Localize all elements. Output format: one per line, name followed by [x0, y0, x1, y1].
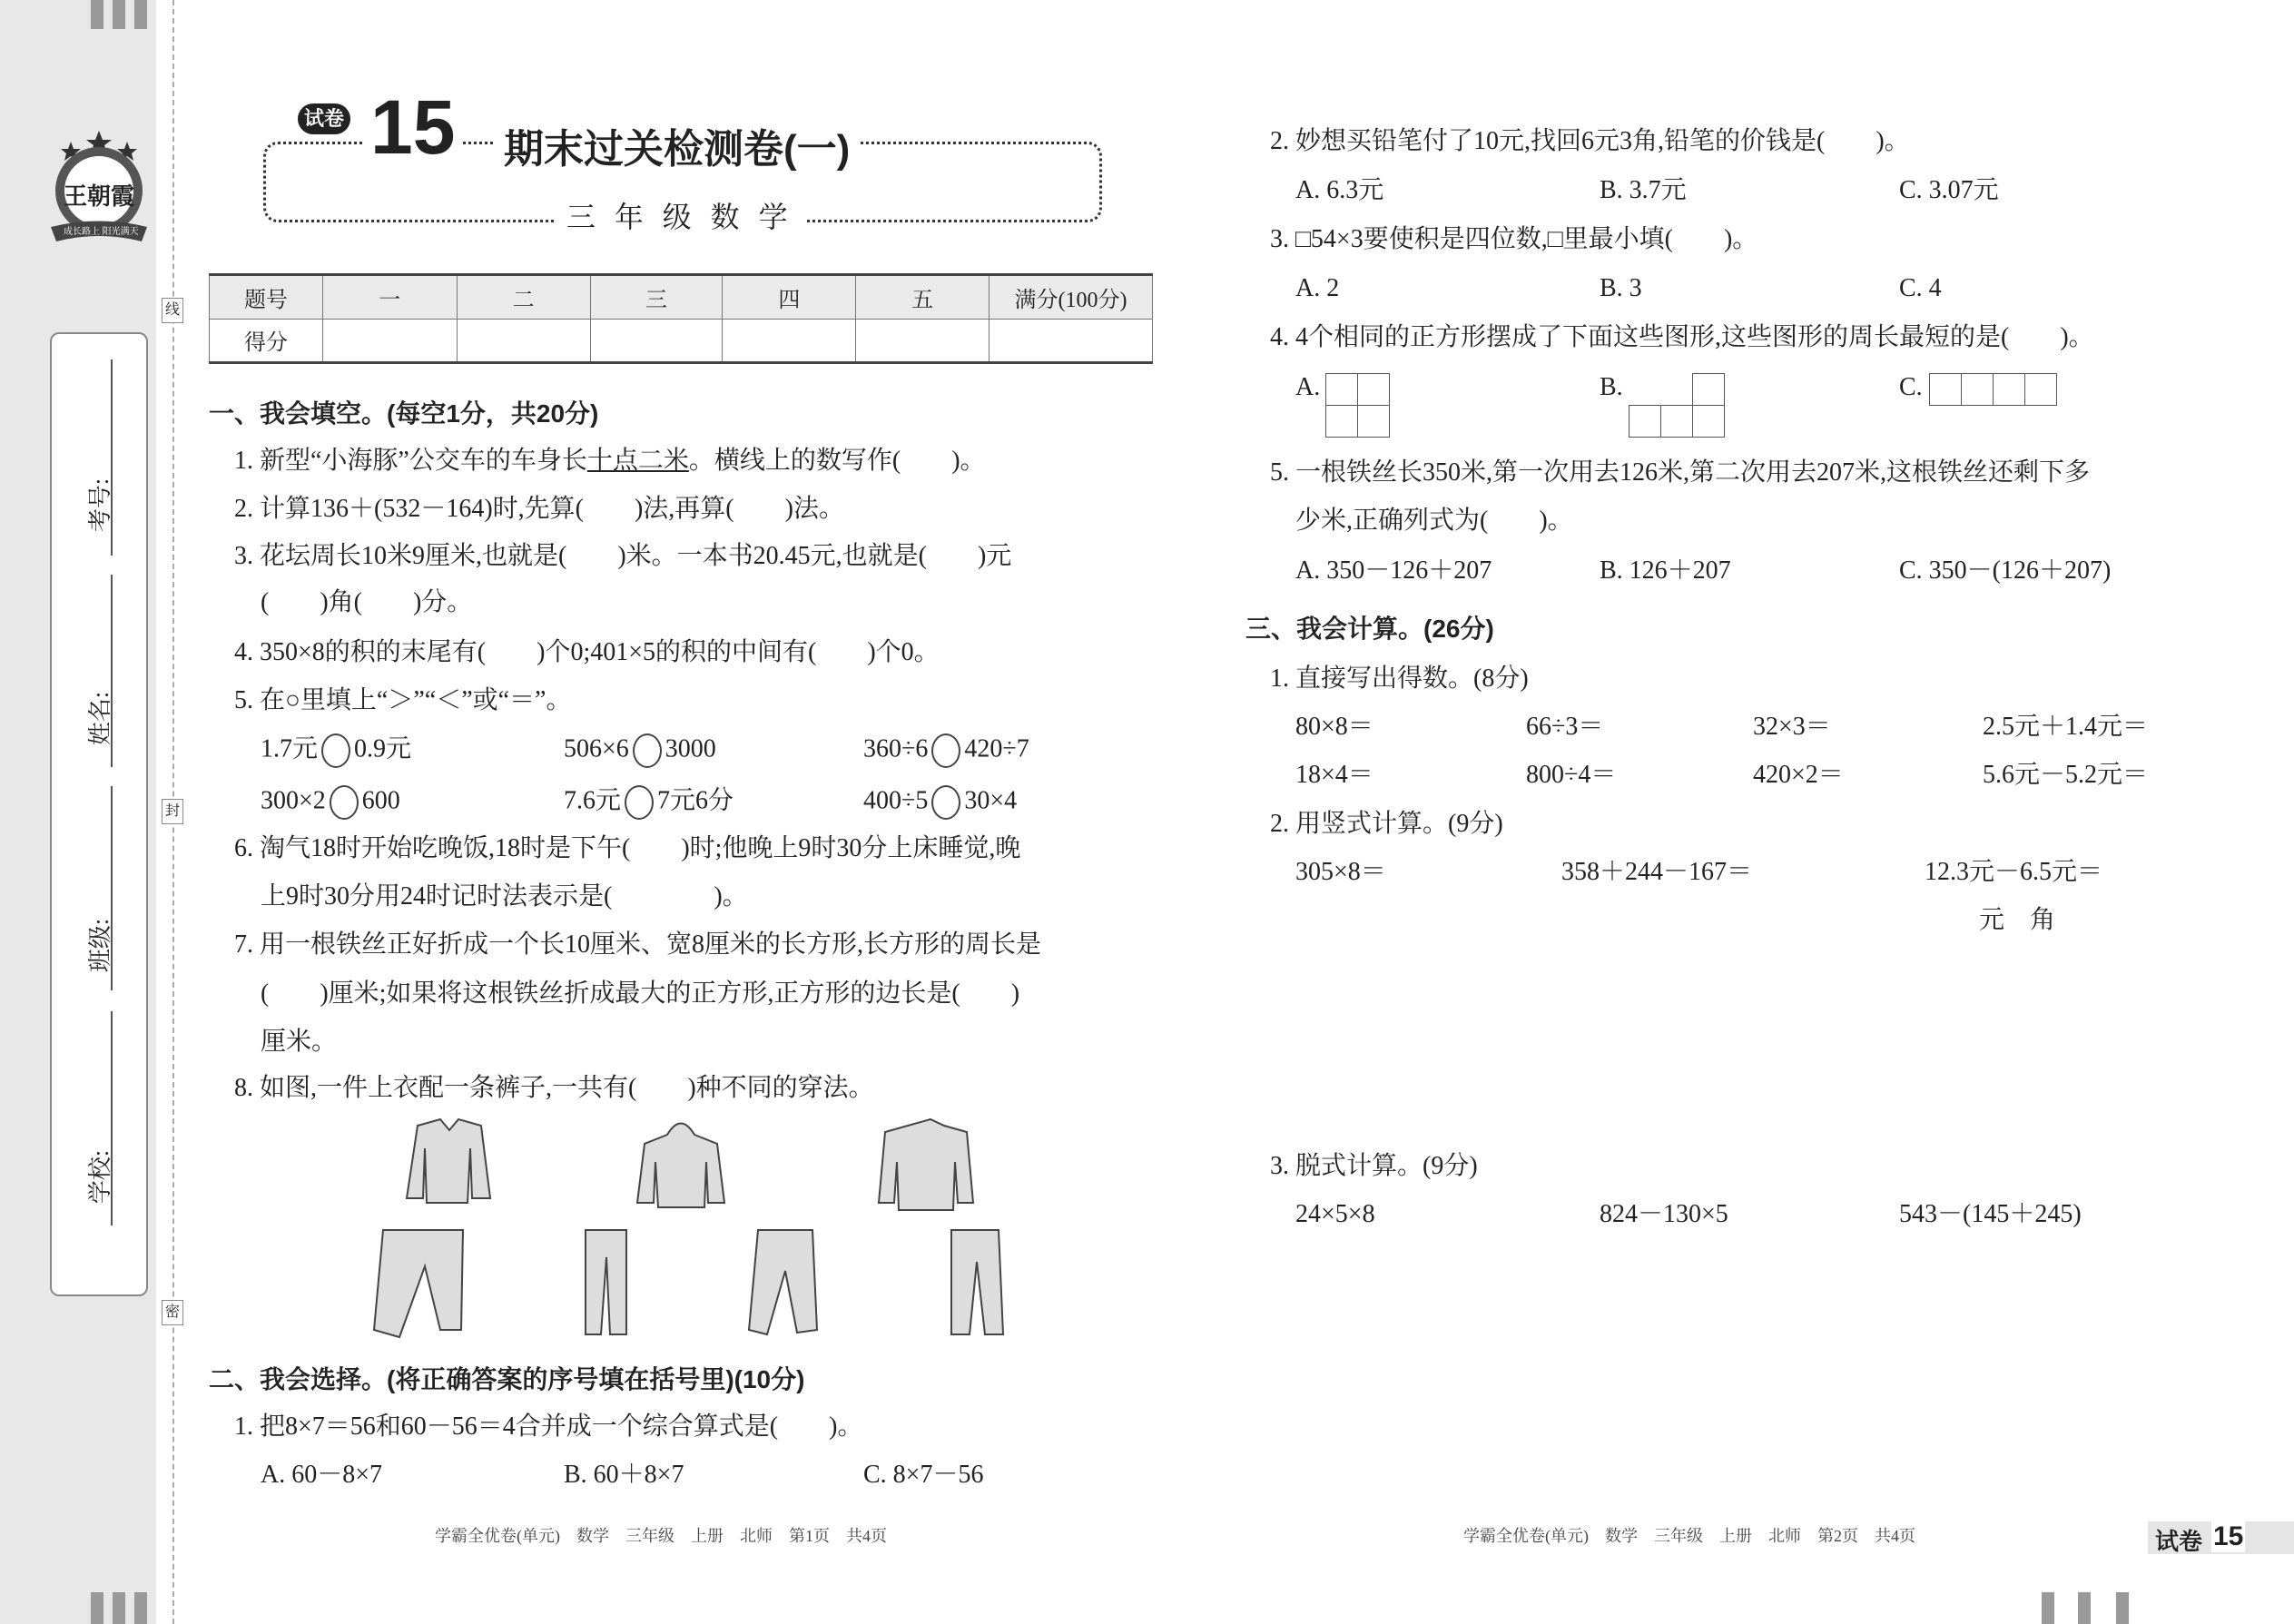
calc-item: 5.6元－5.2元＝ — [1983, 761, 2149, 789]
question-2-3: 3. □54×3要使积是四位数,□里最小填( )。 — [1270, 225, 1758, 253]
compare-left: 300×2 — [261, 786, 326, 815]
question-2-4: 4. 4个相同的正方形摆成了下面这些图形,这些图形的周长最短的是( )。 — [1270, 323, 2094, 351]
tab-label: 试卷 — [2155, 1528, 2203, 1555]
footer-left: 学霸全优卷(单元) 数学 三年级 上册 北师 第1页 共4页 — [435, 1527, 887, 1545]
compare-item — [863, 785, 1017, 820]
score-header: 二 — [457, 275, 590, 320]
option: C. — [1899, 373, 1923, 401]
question-1-7-cont: ( )厘米;如果将这根铁丝折成最大的正方形,正方形的边长是( ) — [261, 979, 1020, 1008]
registration-mark — [113, 1592, 125, 1624]
registration-mark — [91, 0, 103, 29]
compare-left: 400÷5 — [863, 786, 929, 815]
option: B. 60＋8×7 — [564, 1461, 684, 1489]
page-title: 期末过关检测卷(一) — [495, 116, 859, 174]
compare-left: 360÷6 — [863, 734, 929, 763]
compare-item — [564, 785, 733, 820]
option: A. — [1295, 373, 1321, 401]
part-3-3: 3. 脱式计算。(9分) — [1270, 1152, 1478, 1180]
score-header: 三 — [590, 275, 723, 320]
underlined-text: 十点二米 — [586, 447, 689, 475]
registration-mark — [2042, 1592, 2054, 1624]
score-cell[interactable] — [856, 319, 989, 363]
question-1-6-cont: 上9时30分用24时记时法表示是( )。 — [261, 882, 748, 910]
logo-text: 王朝霞 — [64, 183, 135, 210]
compare-left: 1.7元 — [261, 734, 319, 763]
footer-right: 学霸全优卷(单元) 数学 三年级 上册 北师 第2页 共4页 — [1463, 1527, 1915, 1545]
registration-mark — [113, 0, 125, 29]
score-header: 四 — [723, 275, 856, 320]
question-1-7-cont: 厘米。 — [261, 1028, 338, 1056]
registration-mark — [134, 1592, 147, 1624]
option: C. 3.07元 — [1899, 176, 1999, 204]
calc-item: 2.5元＋1.4元＝ — [1983, 713, 2149, 741]
question-2-5: 5. 一根铁丝长350米,第一次用去126米,第二次用去207米,这根铁丝还剩下多 — [1270, 458, 2091, 487]
figure-square — [1325, 373, 1358, 406]
section1-heading: 一、我会填空。(每空1分，共20分) — [209, 399, 599, 428]
figure-square — [1357, 373, 1390, 406]
score-header: 五 — [856, 275, 989, 320]
option: A. 2 — [1295, 274, 1340, 302]
question-2-5-cont: 少米,正确列式为( )。 — [1295, 507, 1573, 535]
calc-item: 66÷3＝ — [1526, 713, 1604, 741]
paper-number: 15 — [363, 89, 462, 165]
compare-right: 600 — [361, 786, 400, 815]
figure-square — [2024, 373, 2057, 406]
question-1-5: 5. 在○里填上“＞”“＜”或“＝”。 — [234, 686, 572, 714]
unit-label: 元 角 — [1979, 906, 2056, 934]
calc-item: 824－130×5 — [1600, 1200, 1728, 1228]
compare-right: 3000 — [665, 734, 716, 763]
paper-badge: 试卷 — [298, 103, 350, 134]
tab-number: 15 — [2213, 1521, 2244, 1551]
question-2-1: 1. 把8×7＝56和60－56＝4合并成一个综合算式是( )。 — [234, 1412, 863, 1441]
question-1-2: 2. 计算136＋(532－164)时,先算( )法,再算( )法。 — [234, 495, 844, 523]
compare-item — [261, 785, 400, 820]
question-text: 1. 新型“小海豚”公交车的车身长 — [234, 447, 587, 475]
figure-square — [1629, 405, 1661, 438]
registration-mark — [91, 1592, 103, 1624]
compare-item — [863, 733, 1029, 768]
part-3-2: 2. 用竖式计算。(9分) — [1270, 810, 1503, 838]
answer-circle[interactable] — [633, 733, 662, 768]
compare-right: 30×4 — [964, 786, 1018, 815]
field-name-label: 姓名: — [87, 691, 114, 746]
score-cell[interactable] — [590, 319, 723, 363]
option: B. 3.7元 — [1600, 176, 1687, 204]
figure-square — [1692, 373, 1725, 406]
score-row-label: 得分 — [210, 319, 323, 363]
compare-right: 420÷7 — [964, 734, 1029, 763]
cut-label: 线 — [162, 298, 183, 323]
coat-icon — [879, 1119, 973, 1210]
score-cell[interactable] — [723, 319, 856, 363]
registration-mark — [134, 0, 147, 29]
score-header: 满分(100分) — [989, 275, 1153, 320]
brand-logo — [44, 129, 154, 249]
section2-heading: 二、我会选择。(将正确答案的序号填在括号里)(10分) — [209, 1365, 805, 1393]
cut-label: 密 — [162, 1300, 183, 1325]
option: A. 350－126＋207 — [1295, 556, 1492, 585]
figure-square — [1692, 405, 1725, 438]
option: B. 126＋207 — [1600, 556, 1731, 585]
pants-icon — [374, 1230, 463, 1337]
field-exam-number-label: 考号: — [87, 477, 114, 533]
pants-icon — [586, 1230, 626, 1334]
calc-item: 543－(145＋245) — [1899, 1200, 2082, 1228]
option: B. 3 — [1600, 274, 1642, 302]
compare-right: 7元6分 — [657, 786, 734, 815]
calc-item: 80×8＝ — [1295, 713, 1373, 741]
paper-tab — [2148, 1521, 2294, 1554]
section3-heading: 三、我会计算。(26分) — [1245, 615, 1494, 643]
field-class-label: 班级: — [87, 918, 114, 973]
calc-item: 24×5×8 — [1295, 1200, 1375, 1228]
compare-item — [564, 733, 716, 768]
figure-square — [1929, 373, 1962, 406]
calc-item: 32×3＝ — [1753, 713, 1831, 741]
jacket-icon — [407, 1119, 490, 1203]
score-header: 题号 — [210, 275, 323, 320]
answer-circle[interactable] — [330, 785, 359, 820]
figure-square — [1660, 405, 1693, 438]
score-header: 一 — [322, 275, 457, 320]
figure-square — [1961, 373, 1994, 406]
figure-square — [1325, 405, 1358, 438]
calc-item: 12.3元－6.5元＝ — [1925, 858, 2103, 886]
calc-item: 420×2＝ — [1753, 761, 1844, 789]
registration-mark — [2078, 1592, 2091, 1624]
hoodie-icon — [637, 1124, 724, 1208]
question-1-1 — [234, 446, 986, 477]
option: A. 60－8×7 — [261, 1461, 383, 1489]
score-cell[interactable] — [457, 319, 590, 363]
answer-circle[interactable] — [625, 785, 654, 820]
page-subtitle: 三 年 级 数 学 — [554, 194, 806, 236]
calc-item: 18×4＝ — [1295, 761, 1373, 789]
question-1-6: 6. 淘气18时开始吃晚饭,18时是下午( )时;他晚上9时30分上床睡觉,晚 — [234, 834, 1021, 862]
figure-square — [1357, 405, 1390, 438]
question-1-7: 7. 用一根铁丝正好折成一个长10厘米、宽8厘米的长方形,长方形的周长是 — [234, 930, 1042, 959]
answer-circle[interactable] — [931, 785, 960, 820]
calc-item: 358＋244－167＝ — [1561, 858, 1753, 886]
compare-item — [261, 733, 411, 768]
option: C. 4 — [1899, 274, 1942, 302]
logo-slogan: 成长路上 阳光满天 — [64, 227, 139, 237]
score-cell[interactable] — [989, 319, 1153, 363]
option: A. 6.3元 — [1295, 176, 1384, 204]
question-2-2: 2. 妙想买铅笔付了10元,找回6元3角,铅笔的价钱是( )。 — [1270, 127, 1910, 155]
answer-circle[interactable] — [931, 733, 960, 768]
question-text: 。横线上的数写作( )。 — [688, 447, 986, 475]
registration-mark — [2116, 1592, 2129, 1624]
question-1-8: 8. 如图,一件上衣配一条裤子,一共有( )种不同的穿法。 — [234, 1074, 874, 1102]
option: B. — [1600, 373, 1623, 401]
pants-icon — [951, 1230, 1003, 1334]
calc-item: 305×8＝ — [1295, 858, 1386, 886]
figure-square — [1993, 373, 2025, 406]
option: C. 350－(126＋207) — [1899, 556, 2112, 585]
pants-icon — [749, 1230, 817, 1334]
question-1-3: 3. 花坛周长10米9厘米,也就是( )米。一本书20.45元,也就是( )元 — [234, 542, 1012, 570]
clothing-illustration — [363, 1112, 1017, 1348]
calc-item: 800÷4＝ — [1526, 761, 1617, 789]
answer-circle[interactable] — [321, 733, 350, 768]
part-3-1: 1. 直接写出得数。(8分) — [1270, 664, 1529, 693]
compare-left: 7.6元 — [564, 786, 622, 815]
student-info-box — [50, 332, 148, 1296]
cut-label: 封 — [162, 799, 183, 824]
field-school-label: 学校: — [87, 1149, 114, 1205]
score-cell[interactable] — [322, 319, 457, 363]
compare-left: 506×6 — [564, 734, 629, 763]
question-1-4: 4. 350×8的积的末尾有( )个0;401×5的积的中间有( )个0。 — [234, 638, 940, 666]
compare-right: 0.9元 — [354, 734, 412, 763]
score-table — [209, 273, 1153, 364]
option: C. 8×7－56 — [863, 1461, 984, 1489]
question-1-3-cont: ( )角( )分。 — [261, 588, 473, 616]
